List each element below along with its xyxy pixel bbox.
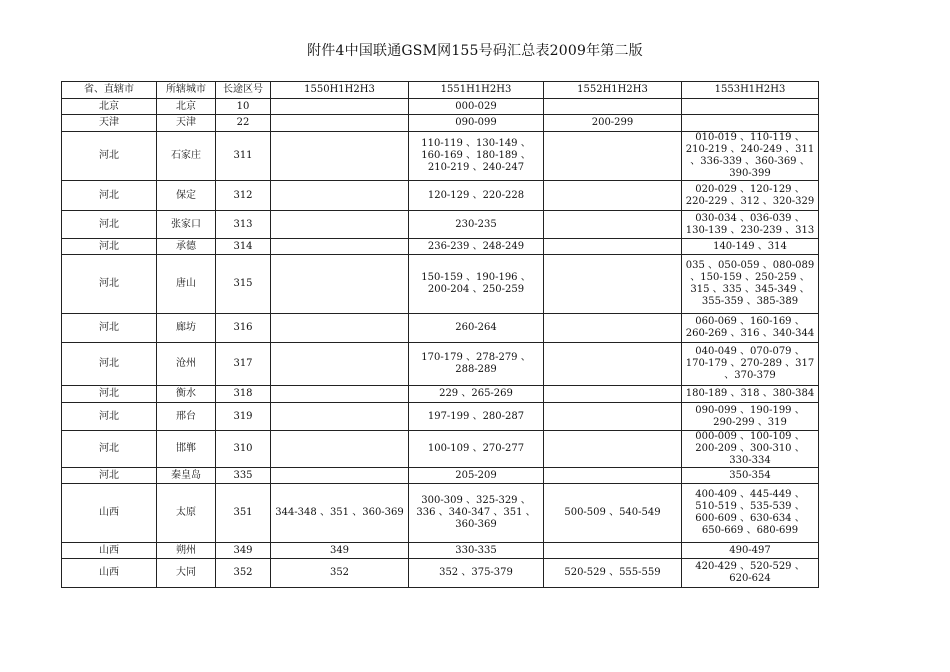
range-1553-cell: 180-189 、318 、380-384	[682, 386, 819, 403]
table-row	[62, 115, 819, 132]
area-code-cell: 310	[216, 431, 271, 468]
city-cell: 秦皇岛	[157, 468, 216, 484]
range-1550-cell	[271, 314, 409, 343]
range-1550-cell: 349	[271, 543, 409, 559]
table-row	[62, 559, 819, 588]
province-cell: 河北	[62, 314, 157, 343]
province-cell: 北京	[62, 99, 157, 115]
range-1551-cell: 110-119 、130-149 、160-169 、180-189 、210-219 、240-247	[409, 132, 544, 181]
range-1553-cell: 490-497	[682, 543, 819, 559]
range-1551-cell: 352 、375-379	[409, 559, 544, 588]
range-1550-cell	[271, 386, 409, 403]
city-cell: 邯郸	[157, 431, 216, 468]
range-1550-cell	[271, 431, 409, 468]
area-code-cell: 314	[216, 239, 271, 255]
range-1552-cell	[544, 468, 682, 484]
area-code-cell: 10	[216, 99, 271, 115]
city-cell: 天津	[157, 115, 216, 132]
range-1552-cell	[544, 132, 682, 181]
range-1551-cell: 197-199 、280-287	[409, 403, 544, 431]
range-1550-cell: 344-348 、351 、360-369	[271, 484, 409, 543]
table-row	[62, 343, 819, 386]
range-1553-cell: 140-149 、314	[682, 239, 819, 255]
table-row	[62, 99, 819, 115]
range-1551-cell: 230-235	[409, 211, 544, 239]
range-1550-cell	[271, 239, 409, 255]
header-area-code: 长途区号	[216, 82, 271, 99]
province-cell: 天津	[62, 115, 157, 132]
range-1552-cell	[544, 181, 682, 211]
city-cell: 北京	[157, 99, 216, 115]
header-city: 所辖城市	[157, 82, 216, 99]
area-code-cell: 319	[216, 403, 271, 431]
city-cell: 朔州	[157, 543, 216, 559]
range-1551-cell: 260-264	[409, 314, 544, 343]
area-code-cell: 312	[216, 181, 271, 211]
range-1551-cell: 170-179 、278-279 、288-289	[409, 343, 544, 386]
range-1553-cell: 040-049 、070-079 、170-179 、270-289 、317 、370-379	[682, 343, 819, 386]
number-table	[61, 81, 819, 588]
range-1553-cell: 420-429 、520-529 、620-624	[682, 559, 819, 588]
area-code-cell: 335	[216, 468, 271, 484]
city-cell: 廊坊	[157, 314, 216, 343]
province-cell: 山西	[62, 559, 157, 588]
city-cell: 保定	[157, 181, 216, 211]
table-row	[62, 468, 819, 484]
area-code-cell: 311	[216, 132, 271, 181]
table-row	[62, 484, 819, 543]
table-row	[62, 431, 819, 468]
range-1553-cell: 060-069 、160-169 、260-269 、316 、340-344	[682, 314, 819, 343]
range-1553-cell	[682, 115, 819, 132]
province-cell: 河北	[62, 239, 157, 255]
document-title: 附件4中国联通GSM网155号码汇总表2009年第二版	[307, 43, 643, 59]
range-1551-cell: 120-129 、220-228	[409, 181, 544, 211]
area-code-cell: 349	[216, 543, 271, 559]
range-1550-cell	[271, 403, 409, 431]
range-1552-cell	[544, 386, 682, 403]
range-1553-cell: 000-009 、100-109 、200-209 、300-310 、330-334	[682, 431, 819, 468]
header-1551: 1551H1H2H3	[409, 82, 544, 99]
city-cell: 沧州	[157, 343, 216, 386]
province-cell: 河北	[62, 132, 157, 181]
range-1553-cell: 035 、050-059 、080-089 、150-159 、250-259 、315 、335 、345-349 、355-359 、385-389	[682, 255, 819, 314]
range-1551-cell: 090-099	[409, 115, 544, 132]
range-1553-cell: 020-029 、120-129 、220-229 、312 、320-329	[682, 181, 819, 211]
city-cell: 衡水	[157, 386, 216, 403]
range-1552-cell	[544, 211, 682, 239]
range-1552-cell	[544, 255, 682, 314]
header-1552: 1552H1H2H3	[544, 82, 682, 99]
range-1552-cell: 500-509 、540-549	[544, 484, 682, 543]
area-code-cell: 318	[216, 386, 271, 403]
range-1551-cell: 229 、265-269	[409, 386, 544, 403]
range-1552-cell: 520-529 、555-559	[544, 559, 682, 588]
range-1550-cell	[271, 468, 409, 484]
table-row	[62, 255, 819, 314]
range-1552-cell	[544, 239, 682, 255]
area-code-cell: 22	[216, 115, 271, 132]
city-cell: 大同	[157, 559, 216, 588]
range-1550-cell	[271, 211, 409, 239]
range-1552-cell	[544, 343, 682, 386]
range-1552-cell	[544, 314, 682, 343]
table-row	[62, 403, 819, 431]
header-province: 省、直辖市	[62, 82, 157, 99]
range-1553-cell	[682, 99, 819, 115]
table-row	[62, 543, 819, 559]
province-cell: 山西	[62, 484, 157, 543]
province-cell: 河北	[62, 343, 157, 386]
province-cell: 河北	[62, 386, 157, 403]
table-row	[62, 314, 819, 343]
range-1551-cell: 236-239 、248-249	[409, 239, 544, 255]
range-1551-cell: 150-159 、190-196 、200-204 、250-259	[409, 255, 544, 314]
area-code-cell: 317	[216, 343, 271, 386]
area-code-cell: 313	[216, 211, 271, 239]
range-1550-cell	[271, 99, 409, 115]
range-1553-cell: 030-034 、036-039 、130-139 、230-239 、313	[682, 211, 819, 239]
province-cell: 山西	[62, 543, 157, 559]
table-row	[62, 239, 819, 255]
range-1550-cell	[271, 255, 409, 314]
city-cell: 邢台	[157, 403, 216, 431]
header-1553: 1553H1H2H3	[682, 82, 819, 99]
range-1550-cell	[271, 181, 409, 211]
city-cell: 唐山	[157, 255, 216, 314]
city-cell: 石家庄	[157, 132, 216, 181]
range-1553-cell: 400-409 、445-449 、510-519 、535-539 、600-609 、630-634 、650-669 、680-699	[682, 484, 819, 543]
range-1550-cell	[271, 343, 409, 386]
range-1553-cell: 010-019 、110-119 、210-219 、240-249 、311 、336-339 、360-369 、390-399	[682, 132, 819, 181]
range-1552-cell: 200-299	[544, 115, 682, 132]
range-1551-cell: 100-109 、270-277	[409, 431, 544, 468]
range-1553-cell: 090-099 、190-199 、290-299 、319	[682, 403, 819, 431]
range-1550-cell	[271, 115, 409, 132]
province-cell: 河北	[62, 468, 157, 484]
area-code-cell: 352	[216, 559, 271, 588]
range-1551-cell: 330-335	[409, 543, 544, 559]
table-row	[62, 132, 819, 181]
range-1552-cell	[544, 431, 682, 468]
table-row	[62, 181, 819, 211]
city-cell: 张家口	[157, 211, 216, 239]
city-cell: 承德	[157, 239, 216, 255]
range-1550-cell	[271, 132, 409, 181]
province-cell: 河北	[62, 431, 157, 468]
range-1552-cell	[544, 99, 682, 115]
area-code-cell: 351	[216, 484, 271, 543]
range-1553-cell: 350-354	[682, 468, 819, 484]
range-1552-cell	[544, 403, 682, 431]
range-1551-cell: 000-029	[409, 99, 544, 115]
header-1550: 1550H1H2H3	[271, 82, 409, 99]
province-cell: 河北	[62, 211, 157, 239]
range-1550-cell: 352	[271, 559, 409, 588]
range-1551-cell: 205-209	[409, 468, 544, 484]
header-row	[62, 82, 819, 99]
table-row	[62, 211, 819, 239]
province-cell: 河北	[62, 181, 157, 211]
province-cell: 河北	[62, 403, 157, 431]
range-1552-cell	[544, 543, 682, 559]
city-cell: 太原	[157, 484, 216, 543]
table-row	[62, 386, 819, 403]
area-code-cell: 315	[216, 255, 271, 314]
province-cell: 河北	[62, 255, 157, 314]
range-1551-cell: 300-309 、325-329 、336 、340-347 、351 、360-369	[409, 484, 544, 543]
area-code-cell: 316	[216, 314, 271, 343]
